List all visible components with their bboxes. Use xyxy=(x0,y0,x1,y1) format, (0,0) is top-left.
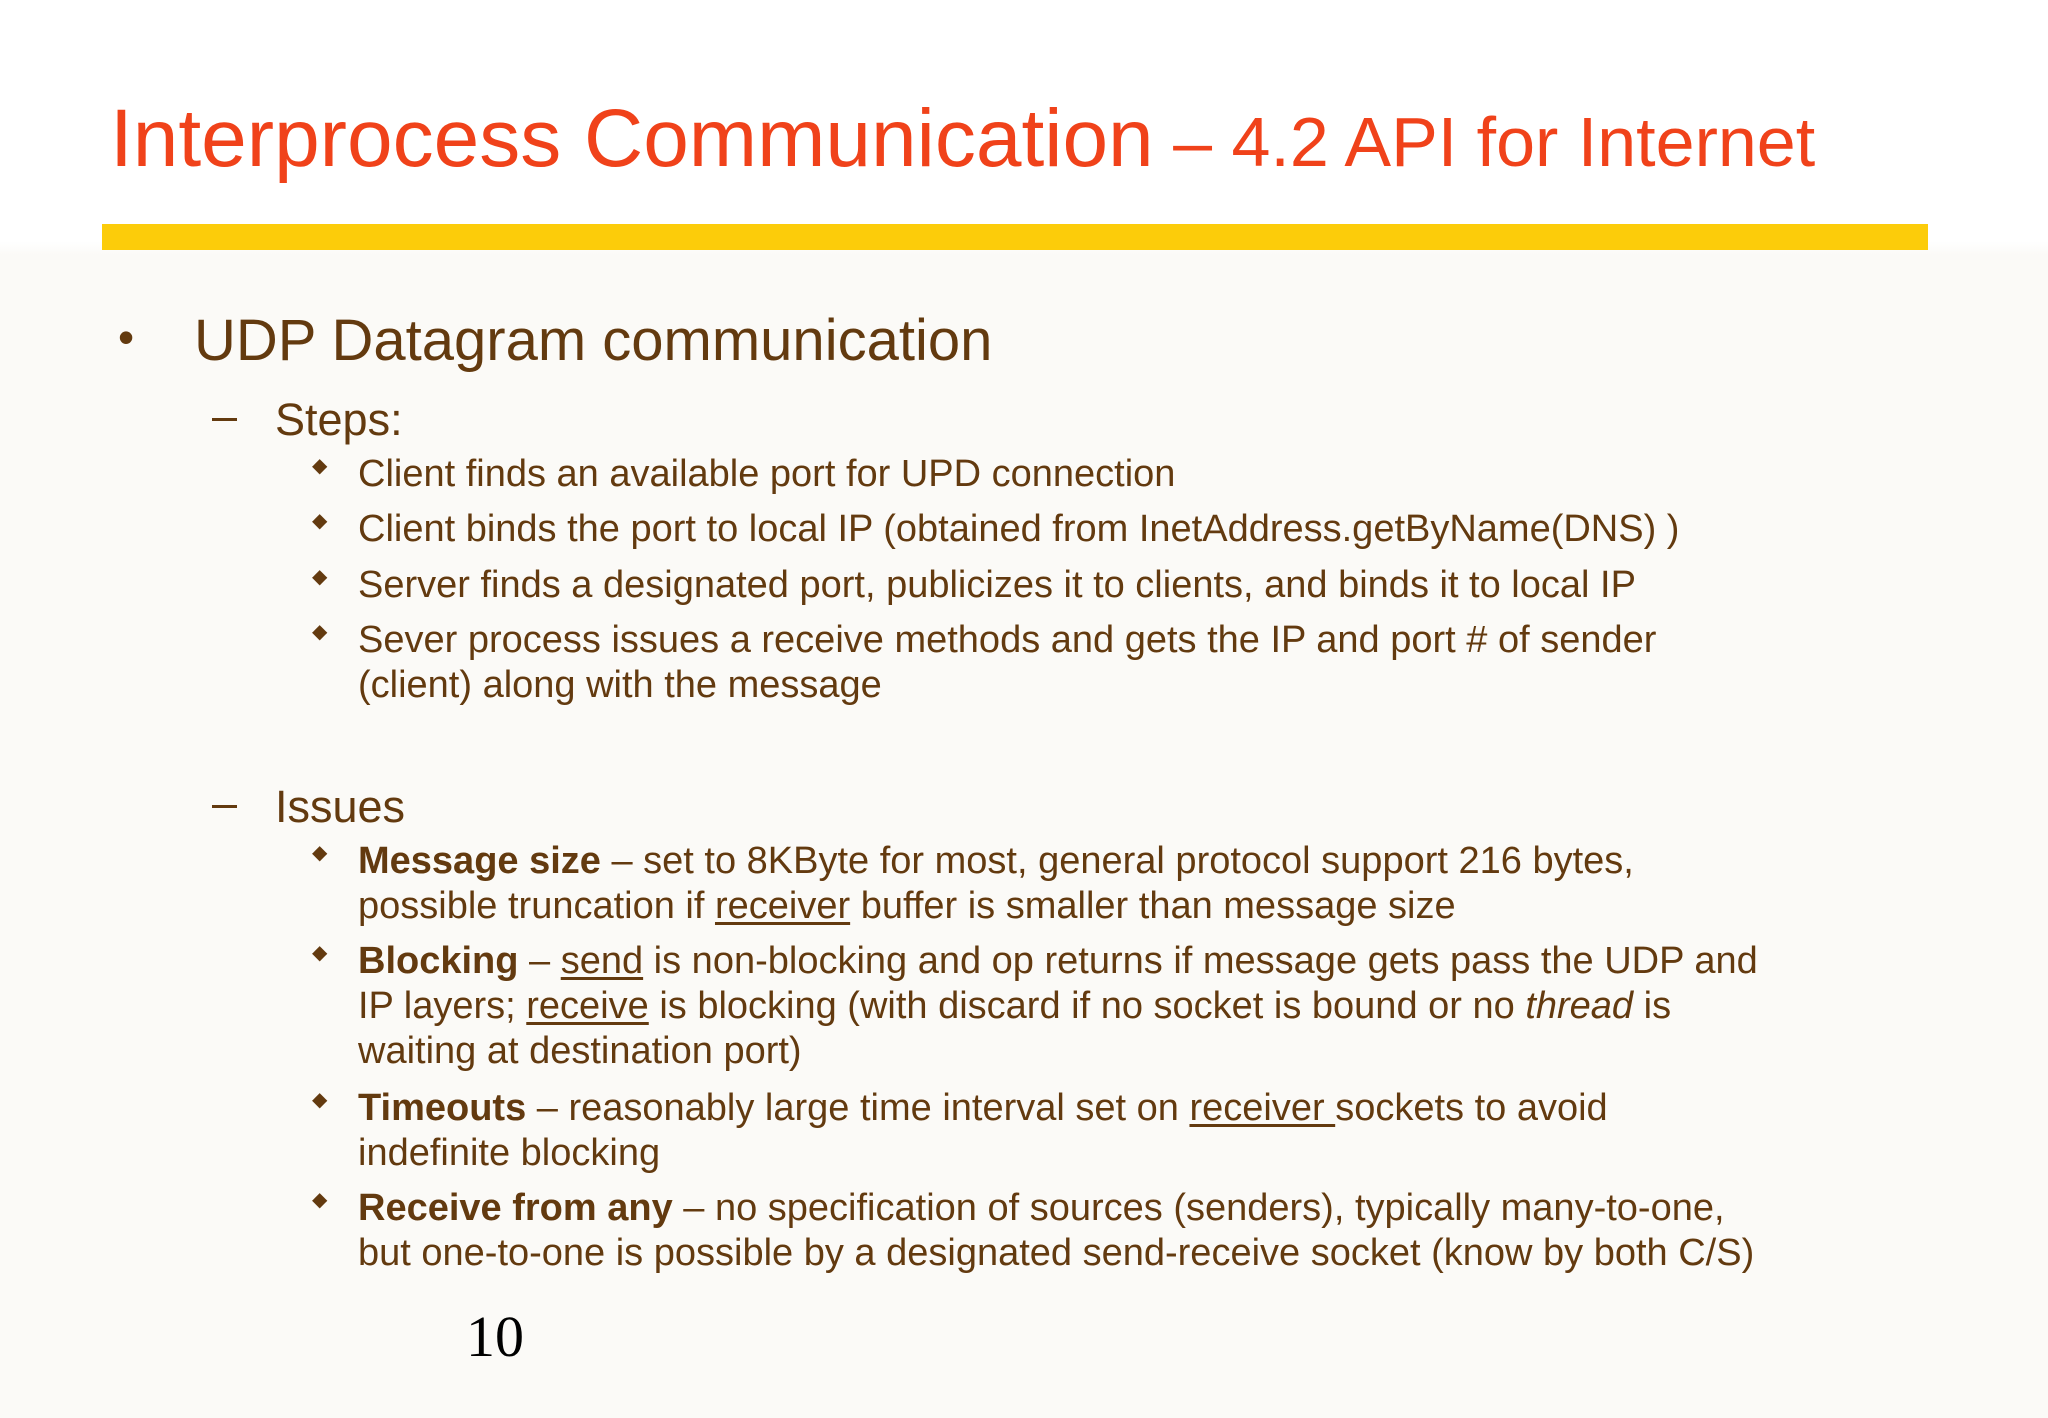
slide-title xyxy=(110,93,1816,184)
diamond-bullet-icon: ◆ xyxy=(312,942,328,964)
bullet-dot: • xyxy=(118,311,135,363)
steps-item-text: Client finds an available port for UPD connection xyxy=(358,453,1176,495)
issue-term: Blocking xyxy=(358,940,519,982)
diamond-bullet-icon: ◆ xyxy=(312,1089,328,1111)
issue-text: waiting at destination port) xyxy=(358,1030,802,1072)
heading-text: UDP Datagram communication xyxy=(194,308,993,373)
issue-text: possible truncation if xyxy=(358,885,715,927)
title-divider xyxy=(102,224,1928,250)
slide-title-main: Interprocess Communication xyxy=(110,93,1154,184)
steps-item-text: Server finds a designated port, publicizes it to clients, and binds it to local IP xyxy=(358,564,1636,606)
slide-title-sub: – 4.2 API for Internet xyxy=(1153,103,1816,181)
underlined-term: receive xyxy=(526,985,649,1027)
underlined-term: send xyxy=(560,940,644,982)
diamond-bullet-icon: ◆ xyxy=(312,566,328,588)
diamond-bullet-icon: ◆ xyxy=(312,455,328,477)
issue-text: buffer is smaller than message size xyxy=(850,885,1456,927)
issue-term: Receive from any xyxy=(358,1187,673,1229)
dash-marker: – xyxy=(212,777,238,828)
issues-label: Issues xyxy=(275,781,406,832)
diamond-bullet-icon: ◆ xyxy=(312,621,328,643)
steps-item-text-cont: (client) along with the message xyxy=(358,664,882,706)
steps-label: Steps: xyxy=(275,394,403,445)
underlined-term: receiver xyxy=(714,885,851,927)
issue-text: is non-blocking and op returns if message gets pass the UDP and xyxy=(643,940,1758,982)
italic-term: thread xyxy=(1525,985,1634,1027)
dash-marker: – xyxy=(212,390,238,441)
issue-text: is xyxy=(1633,985,1672,1027)
underlined-term: receiver xyxy=(1189,1087,1336,1129)
issue-text: – set to 8KByte for most, general protocol support 216 bytes, xyxy=(600,840,1634,882)
issue-text: but one-to-one is possible by a designated send-receive socket (know by both C/S) xyxy=(358,1232,1755,1274)
issue-term: Timeouts xyxy=(358,1087,527,1129)
issue-text: indefinite blocking xyxy=(358,1132,661,1174)
issue-text: sockets to avoid xyxy=(1335,1087,1608,1129)
issue-term: Message size xyxy=(358,840,601,882)
diamond-bullet-icon: ◆ xyxy=(312,842,328,864)
issue-text: IP layers; xyxy=(358,985,527,1027)
steps-item-text: Sever process issues a receive methods and gets the IP and port # of sender xyxy=(358,619,1657,661)
issue-text: – reasonably large time interval set on xyxy=(526,1087,1190,1129)
issue-text: is blocking (with discard if no socket is bound or no xyxy=(648,985,1526,1027)
steps-item-text: Client binds the port to local IP (obtained from InetAddress.getByName(DNS) ) xyxy=(358,508,1680,550)
issue-text: – no specification of sources (senders), typically many-to-one, xyxy=(672,1187,1725,1229)
issue-text: – xyxy=(518,940,561,982)
page-number: 10 xyxy=(466,1304,524,1369)
diamond-bullet-icon: ◆ xyxy=(312,510,328,532)
diamond-bullet-icon: ◆ xyxy=(312,1189,328,1211)
